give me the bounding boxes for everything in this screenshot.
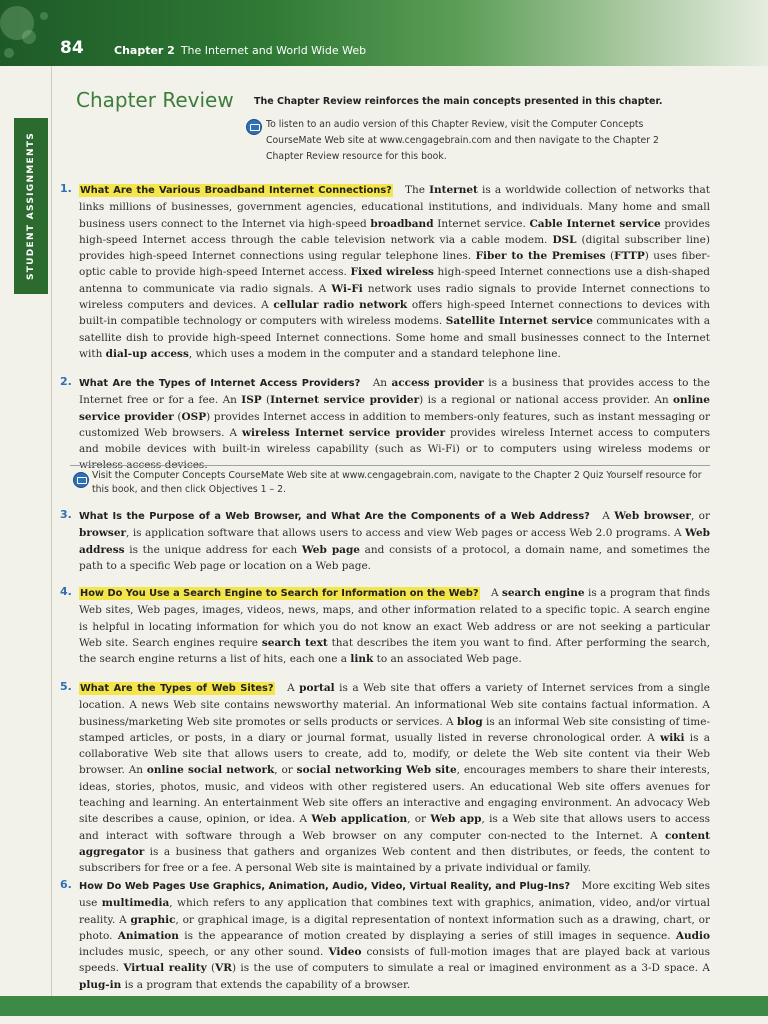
section-intro: The Chapter Review reinforces the main concepts presented in this chapter.	[254, 96, 663, 107]
key-term: Web browser	[614, 510, 691, 522]
body-text: (	[261, 394, 271, 407]
body-text: , is a Web site that allows users to access and interact with software through a Web browser on any computer con-nected to the Internet. A	[79, 813, 710, 842]
item-text	[79, 375, 710, 474]
key-term: Web app	[430, 813, 482, 826]
key-term: social networking Web site	[296, 764, 457, 777]
body-text: that describes the item you want to find. After performing the search, the search engine returns a list of hits, each one a	[79, 636, 710, 666]
key-term: search text	[261, 636, 328, 649]
student-assignments-tab	[14, 118, 48, 294]
body-text: , is application software that allows users to access and view Web pages or access Web 2.0 programs. A	[126, 527, 686, 540]
item-question: What Are the Various Broadband Internet Connections?	[80, 185, 392, 196]
review-item	[60, 508, 710, 574]
item-text	[79, 680, 710, 877]
quiz-note	[70, 465, 710, 497]
key-term: Internet	[429, 184, 478, 196]
body-text: to an associated Web page.	[373, 653, 522, 666]
key-term: browser	[79, 527, 127, 540]
item-question: What Are the Types of Web Sites?	[80, 683, 274, 694]
chapter-title: The Internet and World Wide Web	[180, 44, 367, 57]
body-text: communicates with a satellite dish to provide high-speed Internet connections. Some home and small businesses connect to the Internet with	[79, 315, 710, 360]
key-term: Audio	[675, 929, 710, 942]
key-term: wireless Internet service provider	[242, 426, 446, 439]
body-text: includes music, speech, or any other sound.	[79, 946, 329, 959]
item-number: 2.	[60, 375, 72, 388]
key-term: access provider	[391, 377, 484, 389]
key-term: Web page	[301, 543, 360, 556]
body-text: is a worldwide collection of networks that links millions of businesses, government agencies, educational institutions, and individuals. Many home and small business users connect to the Internet via high-speed	[79, 184, 710, 230]
body-text: A	[287, 682, 300, 694]
side-tab-label: STUDENT ASSIGNMENTS	[26, 131, 36, 281]
body-text: is a program that finds Web sites, Web pages, images, videos, news, maps, and other information related to a specific topic. A search engine is helpful in locating information for which you do not know an exact Web address or are not seeking a particular Web site. Search engines require	[79, 587, 710, 649]
body-text: ) uses fiber-optic cable to provide high-speed Internet access.	[79, 250, 711, 279]
body-text: (digital subscriber line) provides high-speed Internet connections using regular telephone lines.	[79, 233, 710, 263]
key-term: DSL	[552, 233, 577, 246]
body-text: provides wireless Internet access to computers and mobile devices with built-in wireless capability (such as Wi-Fi) or to computers using wireless modems or wireless access devices.	[79, 426, 710, 472]
item-text	[79, 878, 710, 993]
key-term: VR	[215, 962, 232, 975]
item-number: 5.	[60, 680, 72, 693]
item-text	[79, 508, 710, 574]
body-text: offers high-speed Internet connections to devices with built-in compatible technology or computers with wireless modems.	[79, 299, 710, 328]
body-text: consists of full-motion images that are played back at various speeds.	[79, 946, 711, 975]
key-term: Cable Internet service	[529, 217, 661, 230]
key-term: blog	[456, 715, 483, 728]
key-term: online social network	[146, 764, 275, 777]
key-term: search engine	[501, 587, 585, 599]
key-term: link	[350, 653, 374, 666]
body-text: More exciting Web sites use	[79, 880, 710, 910]
body-text: is a program that extends the capability of a browser.	[121, 978, 411, 991]
body-text: ) provides Internet access in addition to members-only features, such as instant messaging or customized Web browsers. A	[79, 410, 711, 439]
item-question: What Is the Purpose of a Web Browser, and What Are the Components of a Web Address?	[79, 511, 590, 522]
key-term: Satellite Internet service	[445, 315, 593, 328]
body-text: (	[605, 250, 615, 263]
coursemate-icon	[246, 119, 262, 135]
body-text: Internet service.	[433, 217, 530, 230]
key-term: ISP	[241, 394, 262, 407]
item-question: How Do You Use a Search Engine to Search for Information on the Web?	[80, 588, 479, 599]
key-term: Internet service provider	[270, 394, 420, 407]
item-number: 6.	[60, 878, 72, 891]
key-term: FTTP	[614, 250, 645, 263]
body-text: and consists of a protocol, a domain name, and sometimes the path to a specific Web page or location on a Web page.	[79, 543, 710, 572]
key-term: dial-up access	[105, 347, 189, 360]
key-term: cellular radio network	[273, 299, 408, 312]
item-question: How Do Web Pages Use Graphics, Animation, Audio, Video, Virtual Reality, and Plug-Ins?	[79, 881, 571, 892]
body-text: ) is a regional or national access provider. An	[419, 394, 674, 407]
footer-band	[0, 996, 768, 1016]
key-term: Web address	[79, 527, 710, 556]
item-number: 4.	[60, 585, 72, 598]
body-text: , or	[274, 764, 297, 777]
body-text: A	[602, 510, 615, 522]
key-term: broadband	[370, 217, 434, 230]
key-term: content aggregator	[79, 829, 710, 858]
audio-note	[246, 117, 686, 165]
review-item	[60, 680, 710, 877]
body-text: is the unique address for each	[124, 543, 302, 556]
key-term: Fiber to the Premises	[475, 250, 606, 263]
key-term: wiki	[660, 731, 685, 744]
coursemate-icon	[73, 472, 89, 488]
page-divider	[51, 66, 52, 996]
body-text: network uses radio signals to provide Internet connections to wireless computers and devices. A	[79, 282, 710, 312]
quiz-note-text: Visit the Computer Concepts CourseMate Web site at www.cengagebrain.com, navigate to the Chapter 2 Quiz Yourself resource for this book, and then click Objectives 1 – 2.	[92, 470, 702, 495]
key-term: online service provider	[79, 394, 710, 423]
body-text: (	[206, 962, 216, 975]
review-item	[60, 878, 710, 993]
body-text: provides high-speed Internet access through the cable television network via a cable modem.	[79, 217, 710, 246]
body-text: high-speed Internet connections use a dish-shaped antenna to communicate via radio signals. A	[79, 266, 710, 295]
body-text: The	[405, 184, 430, 196]
body-text: , which uses a modem in the computer and a standard telephone line.	[188, 347, 561, 360]
page-number: 84	[60, 38, 84, 58]
item-text	[79, 585, 710, 667]
running-header	[114, 44, 366, 57]
review-item	[60, 182, 710, 362]
item-number: 3.	[60, 508, 72, 521]
review-item	[60, 585, 710, 667]
key-term: graphic	[130, 913, 176, 926]
item-number: 1.	[60, 182, 72, 195]
body-text: A	[490, 587, 502, 599]
review-item	[60, 375, 710, 474]
key-term: plug-in	[79, 978, 122, 991]
chapter-label: Chapter 2	[114, 44, 175, 57]
body-text: is an informal Web site consisting of time-stamped articles, or posts, in a diary or journal format, usually listed in reverse chronological order. A	[79, 715, 710, 744]
key-term: Fixed wireless	[350, 266, 434, 279]
item-text	[79, 182, 710, 362]
body-text: is a business that gathers and organizes Web content and then distributes, or feeds, the content to subscribers for free or a fee. A personal Web site is maintained by a private individual or family.	[79, 845, 710, 875]
body-text: (	[173, 410, 182, 423]
body-text: , encourages members to share their interests, ideas, stories, photos, music, and videos with other registered users. An educational Web site offers avenues for teaching and learning. An entertainment Web site offers an interactive and engaging environment. An advocacy Web site describes a cause, opinion, or idea. A	[79, 764, 710, 826]
item-question: What Are the Types of Internet Access Providers?	[79, 378, 361, 389]
body-text: , or	[407, 813, 431, 826]
body-text: ) is the use of computers to simulate a real or imagined environment as a 3-D space. A	[232, 962, 711, 975]
key-term: Video	[328, 946, 362, 959]
body-text: is the appearance of motion created by displaying a series of still images in sequence.	[178, 929, 676, 942]
key-term: Wi-Fi	[331, 282, 363, 295]
key-term: Virtual reality	[123, 962, 207, 975]
section-heading: Chapter Review	[76, 88, 234, 112]
body-text: is a Web site that offers a variety of Internet services from a single location. A news Web site contains newsworthy material. An informational Web site contains factual information. A business/marketing Web site promotes or sells products or services. A	[79, 682, 711, 728]
body-text: , or graphical image, is a digital representation of nontext information such as a drawing, chart, or photo.	[79, 913, 710, 942]
body-text: is a business that provides access to the Internet free or for a fee. An	[79, 377, 711, 407]
key-term: multimedia	[101, 897, 170, 910]
audio-note-text: To listen to an audio version of this Chapter Review, visit the Computer Concepts CourseMate Web site at www.cengagebrain.com and then navigate to the Chapter 2 Chapter Review resource for this book.	[266, 119, 659, 162]
key-term: Animation	[117, 929, 179, 942]
body-text: An	[372, 377, 392, 389]
key-term: portal	[299, 682, 335, 694]
body-text: , or	[690, 510, 710, 522]
key-term: Web application	[311, 813, 408, 826]
body-text: is a collaborative Web site that allows users to create, add to, modify, or delete the Web site content via their Web browser. An	[79, 731, 710, 777]
key-term: OSP	[181, 410, 207, 423]
body-text: , which refers to any application that combines text with graphics, animation, video, and/or virtual reality. A	[79, 897, 711, 926]
